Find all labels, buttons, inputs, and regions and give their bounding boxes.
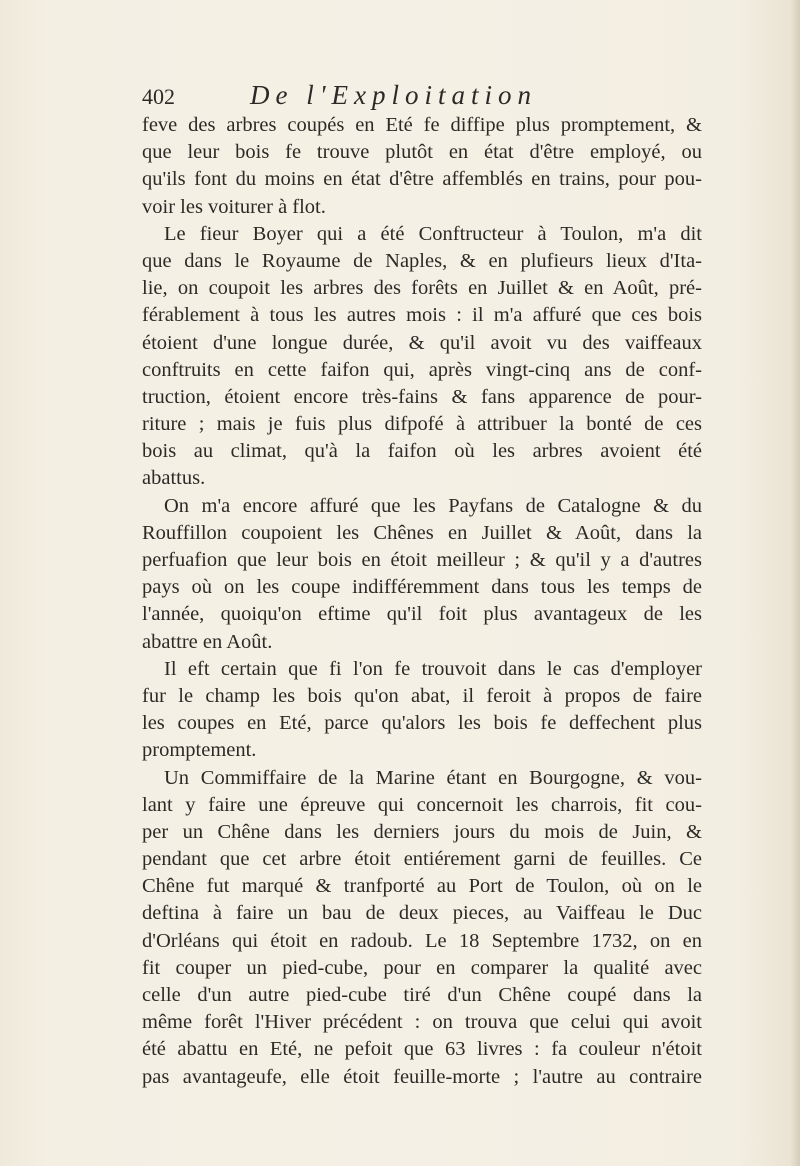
text-line: Il eft certain que fi l'on fe trouvoit dans le cas d'employer [164,657,702,680]
text-line: lie, on coupoit les arbres des forêts en Juillet & en Août, pré- [142,277,702,300]
text-line: Un Commiffaire de la Marine étant en Bourgogne, & vou- [164,766,702,789]
text-line: pas avantageufe, elle étoit feuille-morte ; l'autre au contraire [142,1065,702,1088]
text-line: riture ; mais je fuis plus difpofé à attribuer la bonté de ces [142,413,702,436]
text-line: voir les voiturer à flot. [142,195,326,218]
text-line: abattre en Août. [142,630,273,653]
text-line: Le fieur Boyer qui a été Conftructeur à Toulon, m'a dit [164,222,702,245]
text-line: que leur bois fe trouve plutôt en état d'être employé, ou [142,141,702,164]
text-line: On m'a encore affuré que les Payfans de Catalogne & du [164,494,702,517]
text-line: d'Orléans qui étoit en radoub. Le 18 Septembre 1732, on en [142,929,702,952]
running-title: De l'Exploitation [250,80,537,110]
page-header [142,78,702,112]
text-line: férablement à tous les autres mois : il m'a affuré que ces bois [142,304,702,327]
text-line: abattus. [142,467,206,490]
text-line: perfuafion que leur bois en étoit meilleur ; & qu'il y a d'autres [142,549,702,571]
text-line: fit couper un pied-cube, pour en comparer la qualité avec [142,956,702,979]
text-line: fur le champ les bois qu'on abat, il feroit à propos de faire [142,684,702,707]
page-edge-shadow [790,0,800,1166]
text-line: conftruits en cette faifon qui, après vingt-cinq ans de conf- [142,358,702,381]
text-line: même forêt l'Hiver précédent : on trouva que celui qui avoit [142,1011,702,1034]
text-line: que dans le Royaume de Naples, & en plufieurs lieux d'Ita- [142,249,702,272]
text-line: pendant que cet arbre étoit entiérement garni de feuilles. Ce [142,848,702,871]
text-line: truction, étoient encore très-fains & fans apparence de pour- [142,385,702,408]
text-line: celle d'un autre pied-cube tiré d'un Chêne coupé dans la [142,984,702,1006]
text-line: promptement. [142,739,257,762]
text-line: pays où on les coupe indifféremment dans tous les temps de [142,576,702,599]
text-line: Rouffillon coupoient les Chênes en Juillet & Août, dans la [142,521,702,544]
body-text [142,112,702,1091]
text-line: Chêne fut marqué & tranfporté au Port de Toulon, où on le [142,875,702,898]
text-line: bois au climat, qu'à la faifon où les arbres avoient été [142,440,702,463]
text-line: feve des arbres coupés en Eté fe diffipe plus promptement, & [142,114,702,136]
text-line: lant y faire une épreuve qui concernoit les charrois, fit cou- [142,793,702,816]
text-line: l'année, quoiqu'on eftime qu'il foit plus avantageux de les [142,603,702,626]
text-line: étoient d'une longue durée, & qu'il avoit vu des vaiffeaux [142,331,702,354]
text-line: per un Chêne dans les derniers jours du mois de Juin, & [142,820,702,843]
page-number: 402 [142,84,175,109]
text-line: qu'ils font du moins en état d'être affemblés en trains, pour pou- [142,168,702,191]
text-line: les coupes en Eté, parce qu'alors les bois fe deffechent plus [142,712,702,735]
text-line: deftina à faire un bau de deux pieces, au Vaiffeau le Duc [142,902,702,925]
text-line: été abattu en Eté, ne pefoit que 63 livres : fa couleur n'étoit [142,1038,702,1061]
